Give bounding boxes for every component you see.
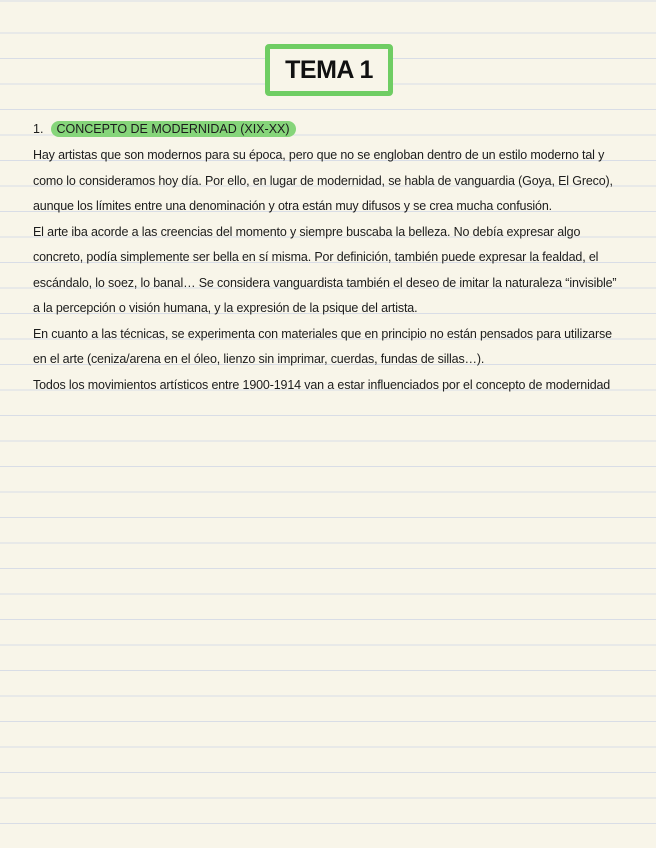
page-title: TEMA 1 [285,55,373,84]
paragraph: Hay artistas que son modernos para su época, pero que no se engloban dentro de un estilo moderno tal y como lo consideramos hoy día. Por ello, en lugar de modernidad, se habla de vanguardia (Goya, El Greco), aunque los límites entre una denominación y otra están muy difusos y se crea mucha confusión. [33,148,613,213]
section-heading-text: CONCEPTO DE MODERNIDAD (XIX-XX) [51,121,295,137]
paragraph: Todos los movimientos artísticos entre 1900-1914 van a estar influenciados por el concepto de modernidad [33,377,611,392]
section-heading [33,121,296,138]
title-box [265,44,393,96]
paragraph: En cuanto a las técnicas, se experimenta con materiales que en principio no están pensados para utilizarse en el arte (ceniza/arena en el óleo, lienzo sin imprimar, cuerdas, fundas de sillas…). [33,326,612,366]
section-number: 1. [33,122,44,136]
paragraph: El arte iba acorde a las creencias del momento y siempre buscaba la belleza. No debía expresar algo concreto, podía simplemente ser bella en sí misma. Por definición, también puede expresar la fealdad, el escándalo, lo soez, lo banal… Se considera vanguardista también el deseo de imitar la naturaleza “invisible” a la percepción o visión humana, y la expresión de la psique del artista. [33,224,617,315]
body-text [33,143,623,398]
